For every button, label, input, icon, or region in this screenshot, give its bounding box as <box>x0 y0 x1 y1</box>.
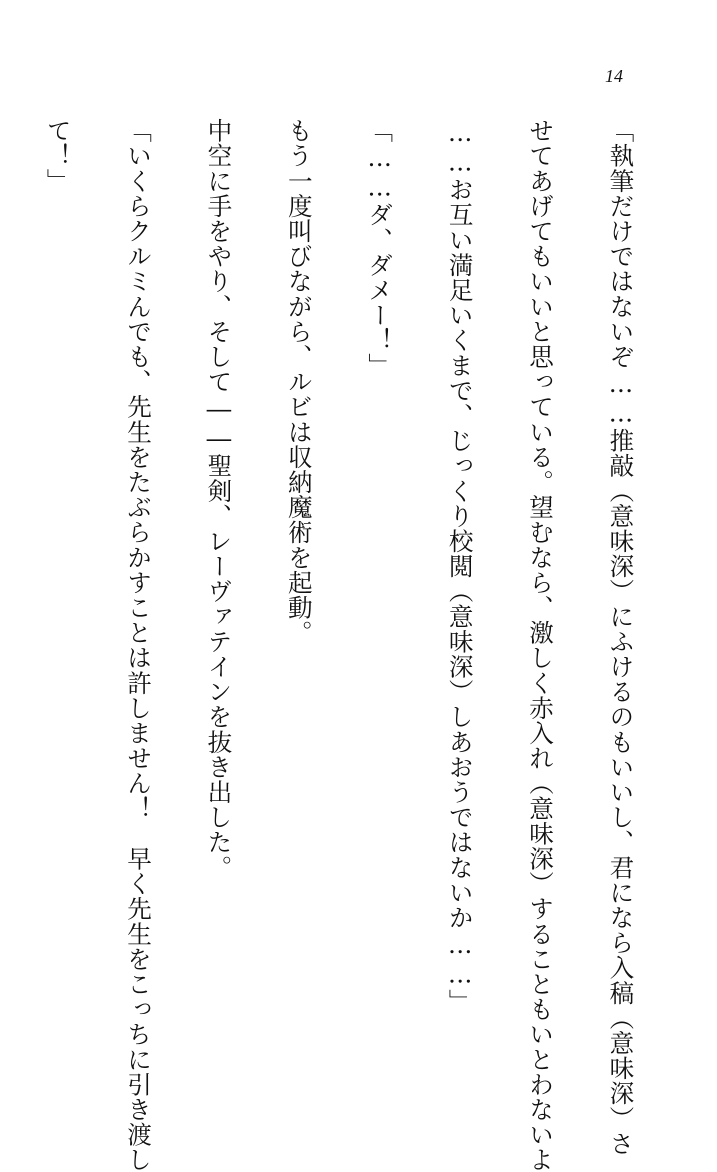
text-line-1: 「執筆だけではないぞ……推敲（意味深）にふけるのもいいし、君になら入稿（意味深）さ <box>606 118 636 1156</box>
text-line-3: ……お互い満足いくまで、じっくり校閲（意味深）しあおうではないか……」 <box>445 118 475 1015</box>
text-line-8: て！」 <box>43 118 73 194</box>
text-line-5: もう一度叫びながら、ルビは収納魔術を起動。 <box>284 118 314 646</box>
text-line-4: 「……ダ、ダメー！」 <box>365 118 395 378</box>
text-line-6: 中空に手をやり、そして――聖剣、レーヴァテインを抜き出した。 <box>204 118 234 880</box>
page-number: 14 <box>605 66 623 86</box>
text-line-7: 「いくらクルミんでも、先生をたぶらかすことは許しません！ 早く先生をこっちに引き渡し <box>124 118 154 1172</box>
novel-text <box>27 118 687 1172</box>
text-line-2: せてあげてもいいと思っている。望むなら、激しく赤入れ（意味深）することもいとわないよ <box>526 118 556 1172</box>
